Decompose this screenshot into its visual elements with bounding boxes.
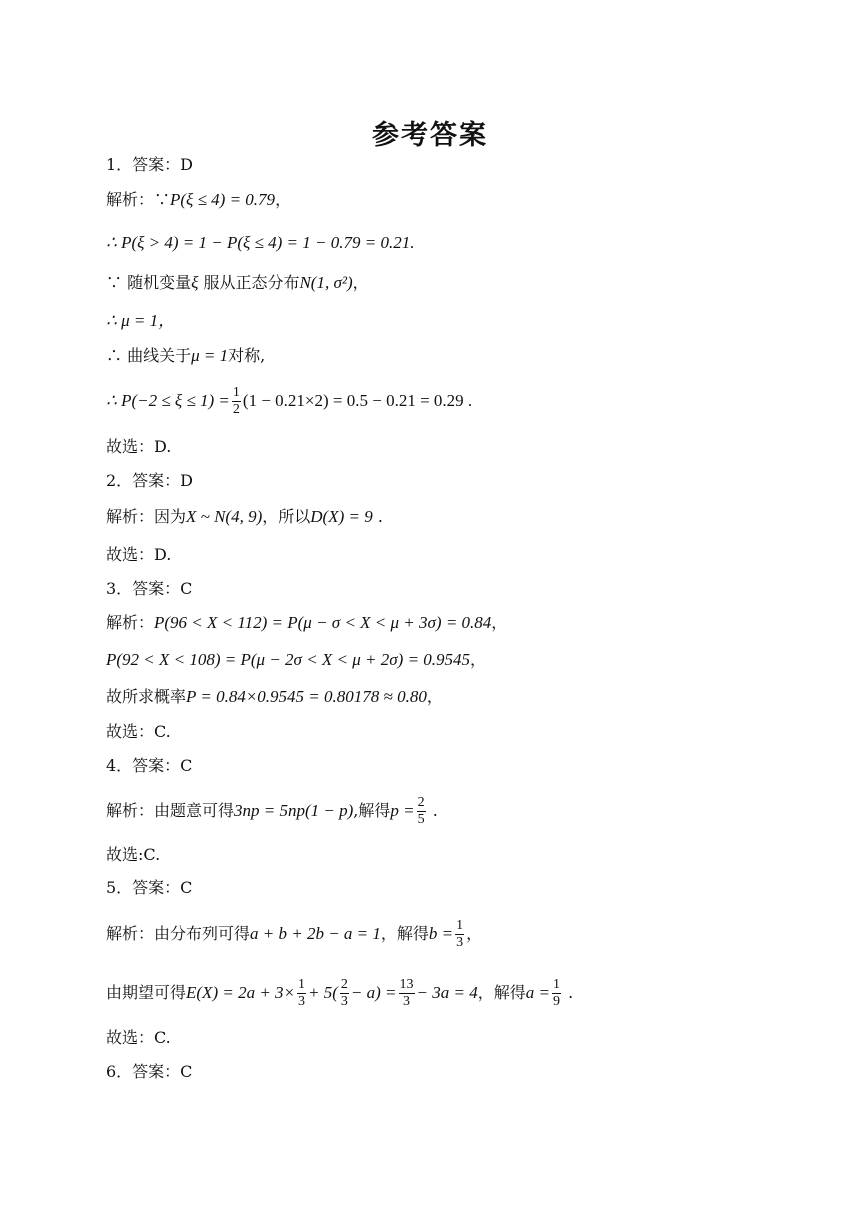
- solution-text: 解析：由分布列可得: [106, 924, 251, 943]
- answer-line: 3．答案：C: [106, 579, 193, 598]
- punctuation: ，: [352, 273, 369, 292]
- fraction: $\frac{1}{3}$: [456, 918, 464, 950]
- answer-line: 6．答案：C: [106, 1062, 193, 1081]
- punctuation: ，: [275, 190, 292, 209]
- fraction: $\frac{1}{2}$: [232, 385, 240, 417]
- solution-text: 故所求概率: [106, 687, 187, 706]
- solution-line: [106, 273, 369, 293]
- choice-line: 故选：C.: [106, 1028, 171, 1047]
- punctuation: .: [372, 507, 383, 526]
- solution-text: 解析：因为: [106, 507, 187, 526]
- solution-text: 对称,: [228, 346, 266, 365]
- page-title: 参考答案: [372, 120, 488, 151]
- math-expression: E(X) = 2a + 3×: [186, 983, 296, 1002]
- math-expression: P = 0.84×0.9545 = 0.80178 ≈ 0.80: [186, 687, 427, 706]
- solution-line: [106, 918, 482, 951]
- math-expression: P(96 < X < 112) = P(μ − σ < X < μ + 3σ) = 0.84: [154, 613, 492, 632]
- solution-line: [106, 687, 443, 707]
- solution-text: ，所以: [262, 507, 311, 526]
- solution-text: ∴ 曲线关于: [106, 346, 192, 365]
- solution-text: ，解得: [477, 983, 526, 1002]
- math-expression: a =: [525, 983, 550, 1002]
- fraction: $\frac{1}{9}$: [552, 977, 560, 1009]
- solution-text: ，解得: [380, 924, 429, 943]
- math-expression: − a) =: [350, 983, 397, 1002]
- fraction: $\frac{13}{3}$: [399, 977, 414, 1009]
- choice-line: 故选：C.: [106, 722, 171, 741]
- solution-line: [106, 795, 438, 828]
- answer-line: 1．答案：D: [106, 155, 194, 174]
- solution-line: [106, 613, 507, 633]
- solution-line: [106, 233, 414, 253]
- solution-text: 服从正态分布: [198, 273, 300, 292]
- math-expression: + 5(: [308, 983, 338, 1002]
- math-expression: ∴ P(−2 ≤ ξ ≤ 1) =: [106, 391, 230, 410]
- answer-line: 4．答案：C: [106, 756, 193, 775]
- solution-line: [106, 311, 175, 331]
- punctuation: ，: [491, 613, 508, 632]
- choice-line: 故选：D.: [106, 545, 172, 564]
- solution-text: 解析：由题意可得: [106, 801, 235, 820]
- fraction: $\frac{2}{5}$: [417, 795, 425, 827]
- math-expression: ∴ P(ξ > 4) = 1 − P(ξ ≤ 4) = 1 − 0.79 = 0.21.: [106, 233, 415, 252]
- math-expression: D(X) = 9: [310, 507, 373, 526]
- answer-line: 2．答案：D: [106, 471, 194, 490]
- math-symbol: ξ: [191, 273, 199, 292]
- math-expression: P(92 < X < 108) = P(μ − 2σ < X < μ + 2σ) = 0.9545: [106, 650, 471, 669]
- solution-text: 解析：: [106, 613, 155, 632]
- solution-text: ,解得: [353, 801, 391, 820]
- math-expression: P(ξ ≤ 4) = 0.79: [170, 190, 276, 209]
- solution-text: 解析：∵: [106, 190, 171, 209]
- math-expression: (1 − 0.21×2) = 0.5 − 0.21 = 0.29 .: [242, 391, 473, 410]
- solution-line: [106, 346, 265, 366]
- punctuation: .: [562, 983, 574, 1002]
- solution-line: [106, 385, 472, 418]
- choice-line: 故选:C.: [106, 845, 161, 864]
- answer-line: 5．答案：C: [106, 878, 193, 897]
- math-expression: μ = 1: [191, 346, 229, 365]
- math-expression: b =: [428, 924, 454, 943]
- solution-line: [106, 977, 573, 1010]
- punctuation: .: [427, 801, 438, 820]
- math-expression: − 3a = 4: [416, 983, 478, 1002]
- punctuation: ，: [466, 924, 483, 943]
- math-expression: 3np = 5np(1 − p): [234, 801, 354, 820]
- math-expression: N(1, σ²): [299, 273, 353, 292]
- solution-line: [106, 507, 383, 527]
- punctuation: ，: [426, 687, 443, 706]
- solution-text: 由期望可得: [106, 983, 187, 1002]
- math-expression: X ~ N(4, 9): [186, 507, 263, 526]
- math-expression: a + b + 2b − a = 1: [250, 924, 381, 943]
- fraction: $\frac{2}{3}$: [340, 977, 348, 1009]
- solution-line: [106, 190, 291, 210]
- math-expression: p =: [390, 801, 415, 820]
- solution-line: [106, 650, 486, 670]
- math-expression: ∴ μ = 1，: [106, 311, 176, 330]
- fraction: $\frac{1}{3}$: [298, 977, 306, 1009]
- punctuation: ，: [470, 650, 487, 669]
- solution-text: ∵ 随机变量: [106, 273, 192, 292]
- choice-line: 故选：D.: [106, 437, 172, 456]
